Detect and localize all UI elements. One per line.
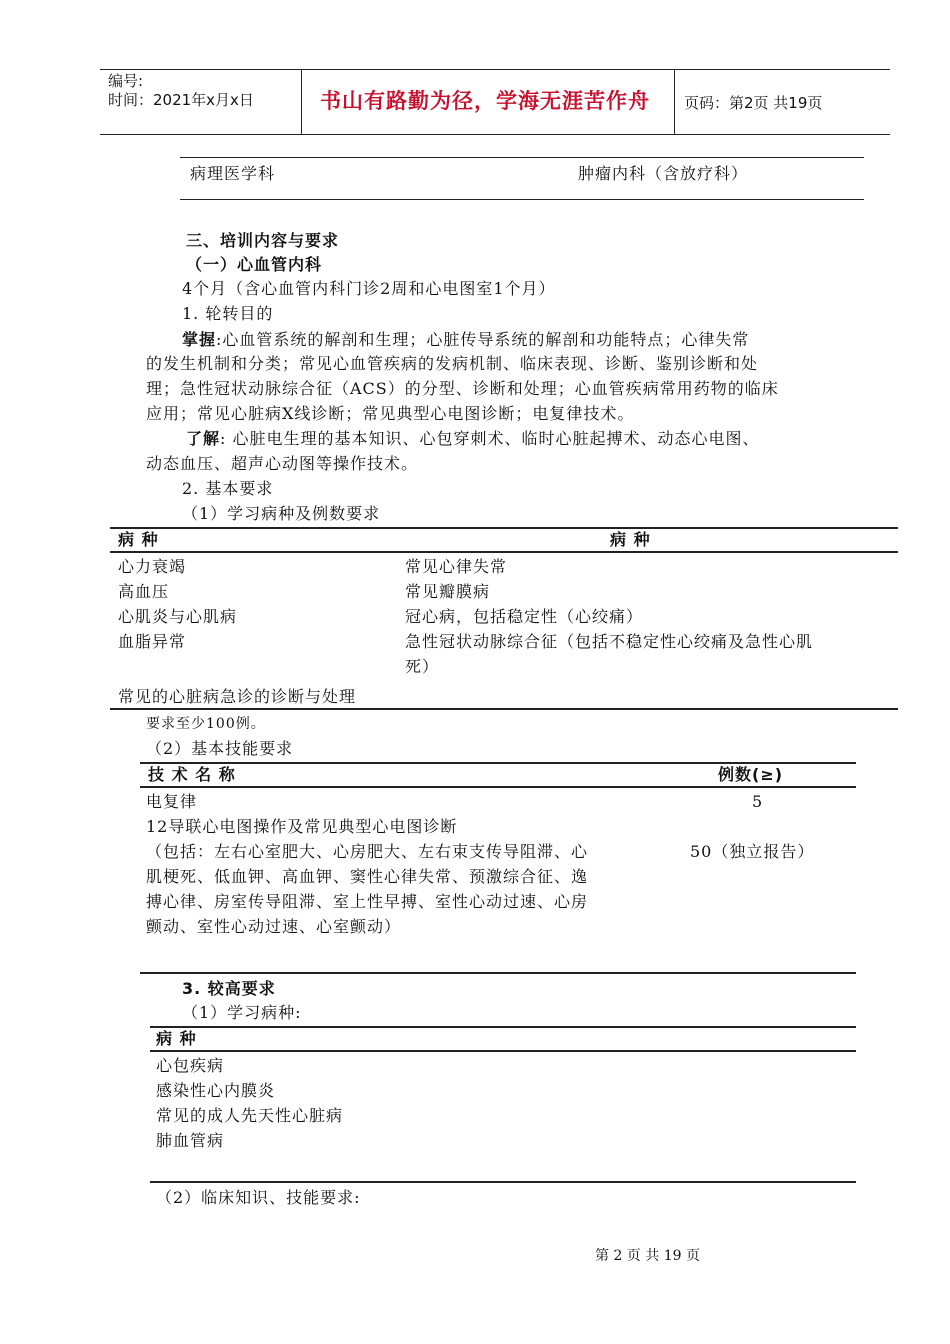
section-heading: 三、培训内容与要求 bbox=[186, 231, 340, 250]
top-table-right-cell: 肿瘤内科（含放疗科） bbox=[578, 164, 749, 183]
master-line-3: 理；急性冠状动脉综合征（ACS）的分型、诊断和处理；心血管疾病常用药物的临床 bbox=[146, 379, 779, 398]
higher-item-2: 感染性心内膜炎 bbox=[156, 1081, 276, 1100]
section-subheading: （一）心血管内科 bbox=[186, 255, 323, 274]
skills-table-header-rule bbox=[140, 786, 856, 788]
top-table-left-cell: 病理医学科 bbox=[190, 164, 276, 183]
skills-title: （2）基本技能要求 bbox=[146, 739, 294, 758]
skills-table-bottom-rule bbox=[140, 972, 856, 974]
header-top-rule bbox=[100, 69, 890, 70]
know-line-1-text: : 心脏电生理的基本知识、心包穿刺术、临时心脏起搏术、动态心电图、 bbox=[220, 429, 760, 448]
skills-header-name: 技 术 名 称 bbox=[148, 765, 236, 784]
header-time-label: 时间：2021年x月x日 bbox=[108, 91, 254, 109]
higher-item-3: 常见的成人先天性心脏病 bbox=[156, 1106, 344, 1125]
disease-right-5: 死） bbox=[405, 657, 440, 676]
higher-table-header-rule bbox=[150, 1050, 856, 1052]
top-table-top-rule bbox=[180, 157, 864, 158]
disease-table-header-rule bbox=[110, 551, 898, 553]
header-page-label: 页码：第2页 共19页 bbox=[684, 94, 823, 112]
header-number-label: 编号: bbox=[108, 72, 144, 90]
skill-detail-2: 肌梗死、低血钾、高血钾、窦性心律失常、预激综合征、逸 bbox=[146, 867, 589, 886]
master-line-1-text: :心血管系统的解剖和生理；心脏传导系统的解剖和功能特点；心律失常 bbox=[216, 330, 750, 349]
header-motto: 书山有路勤为径，学海无涯苦作舟 bbox=[320, 89, 650, 113]
skill-detail-3: 搏心律、房室传导阻滞、室上性早搏、室性心动过速、心房 bbox=[146, 892, 589, 911]
disease-footer: 常见的心脏病急诊的诊断与处理 bbox=[118, 687, 357, 706]
item2-1-title: （1）学习病种及例数要求 bbox=[182, 504, 381, 523]
higher-item-4: 肺血管病 bbox=[156, 1131, 225, 1150]
disease-header-left: 病 种 bbox=[118, 530, 159, 549]
skill-detail-1: （包括：左右心室肥大、心房肥大、左右束支传导阻滞、心 bbox=[146, 842, 589, 861]
top-table-bottom-rule bbox=[180, 199, 864, 200]
skills-header-count: 例数(≥) bbox=[718, 765, 784, 784]
header-divider-right bbox=[674, 69, 675, 135]
item1-title: 1. 轮转目的 bbox=[182, 304, 274, 323]
header-bottom-rule bbox=[100, 134, 890, 135]
master-line-1 bbox=[182, 331, 749, 349]
disease-left-1: 心力衰竭 bbox=[118, 557, 187, 576]
disease-table-top-rule bbox=[110, 527, 898, 529]
skill-row-1-count: 5 bbox=[752, 792, 764, 811]
requirement-note: 要求至少100例。 bbox=[146, 716, 266, 732]
header-divider-left bbox=[301, 69, 302, 135]
master-line-2: 的发生机制和分类；常见心血管疾病的发病机制、临床表现、诊断、鉴别诊断和处 bbox=[146, 354, 759, 373]
skill-detail-4: 颤动、室性心动过速、心室颤动） bbox=[146, 917, 402, 936]
disease-left-3: 心肌炎与心肌病 bbox=[118, 607, 238, 626]
disease-right-3: 冠心病，包括稳定性（心绞痛） bbox=[405, 607, 644, 626]
higher-table-bottom-rule bbox=[150, 1181, 856, 1183]
higher-sub2: （2）临床知识、技能要求: bbox=[156, 1188, 361, 1207]
page-footer: 第 2 页 共 19 页 bbox=[595, 1248, 700, 1264]
skills-table-top-rule bbox=[140, 762, 856, 764]
disease-header-right: 病 种 bbox=[610, 530, 651, 549]
disease-right-1: 常见心律失常 bbox=[405, 557, 508, 576]
disease-table-bottom-rule bbox=[110, 708, 898, 710]
disease-right-2: 常见瓣膜病 bbox=[405, 582, 491, 601]
higher-table-top-rule bbox=[150, 1026, 856, 1028]
skill-row-2-name: 12导联心电图操作及常见典型心电图诊断 bbox=[146, 817, 458, 836]
skill-row-1-name: 电复律 bbox=[146, 792, 198, 811]
know-label: 了解 bbox=[186, 429, 221, 448]
master-label: 掌握 bbox=[182, 330, 217, 349]
higher-item-1: 心包疾病 bbox=[156, 1056, 225, 1075]
higher-sub1: （1）学习病种: bbox=[182, 1003, 302, 1022]
duration-text: 4个月（含心血管内科门诊2周和心电图室1个月） bbox=[182, 279, 556, 298]
disease-left-4: 血脂异常 bbox=[118, 632, 187, 651]
skill-detail-count: 50（独立报告） bbox=[690, 842, 815, 861]
disease-left-2: 高血压 bbox=[118, 582, 170, 601]
higher-table-header: 病 种 bbox=[156, 1029, 197, 1048]
know-line-1 bbox=[186, 430, 760, 448]
higher-title: 3. 较高要求 bbox=[182, 979, 276, 998]
item2-title: 2. 基本要求 bbox=[182, 479, 274, 498]
master-line-4: 应用；常见心脏病X线诊断；常见典型心电图诊断；电复律技术。 bbox=[146, 404, 635, 423]
know-line-2: 动态血压、超声心动图等操作技术。 bbox=[146, 454, 419, 473]
disease-right-4: 急性冠状动脉综合征（包括不稳定性心绞痛及急性心肌 bbox=[405, 632, 814, 651]
